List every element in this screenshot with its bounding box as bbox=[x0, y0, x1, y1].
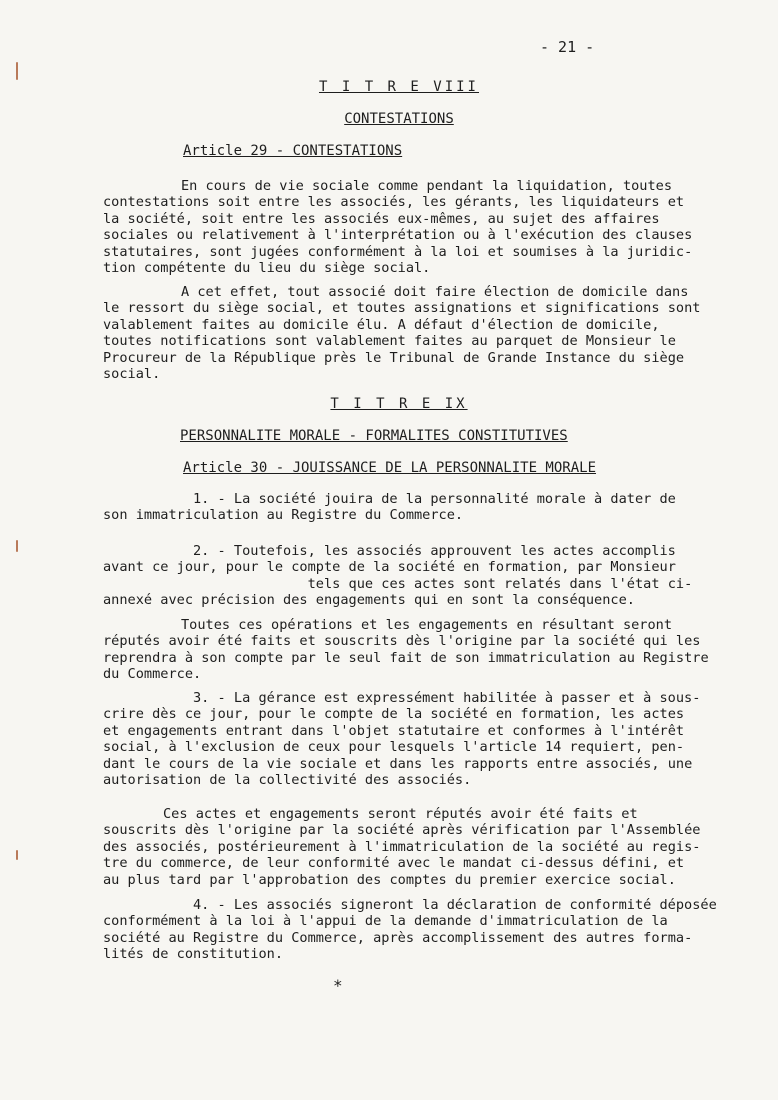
article-30-paragraph-5: Ces actes et engagements seront réputés avoir été faits et souscrits dès l'origine par la société après vérification par l'Assemblée des associés, postérieurement à l'immatriculation de la société au regis- tre du commerce, de leur conformité avec le mandat ci-dessus défini, et au plus tard par l'approbation des comptes du premier exercice social. bbox=[103, 806, 701, 888]
margin-mark bbox=[16, 62, 18, 80]
margin-mark bbox=[16, 540, 18, 552]
article-30-paragraph-1: 1. - La société jouira de la personnalité morale à dater de son immatriculation au Registre du Commerce. bbox=[103, 491, 676, 524]
article-29-paragraph-1: En cours de vie sociale comme pendant la liquidation, toutes contestations soit entre les associés, les gérants, les liquidateurs et la société, soit entre les associés eux-mêmes, au sujet des affaires sociales ou relativement à l'interprétation ou à l'exécution des clauses statutaires, sont jugées conformément à la loi et soumises à la juridic- tion compétente du lieu du siège social. bbox=[103, 178, 693, 277]
article-30-paragraph-6: 4. - Les associés signeront la déclaration de conformité déposée conformément à la loi à l'appui de la demande d'immatriculation de la société au Registre du Commerce, après accomplissement des autres forma- lités de constitution. bbox=[103, 897, 717, 963]
article-30-paragraph-4: 3. - La gérance est expressément habilitée à passer et à sous- crire dès ce jour, pour le compte de la société en formation, les actes et engagements entrant dans l'objet statutaire et conformes à l'intérêt social, à l'exclusion de ceux pour lesquels l'article 14 requiert, pen- dant le cours de la vie sociale et dans les rapports entre associés, une autorisation de la collectivité des associés. bbox=[103, 690, 701, 789]
article-30-title: Article 30 - JOUISSANCE DE LA PERSONNALITE MORALE bbox=[183, 460, 597, 476]
end-asterisk: * bbox=[333, 976, 343, 995]
contestations-heading: CONTESTATIONS bbox=[344, 111, 454, 127]
article-30-paragraph-3: Toutes ces opérations et les engagements en résultant seront réputés avoir été faits et souscrits dès l'origine par la société qui les reprendra à son compte par le seul fait de son immatriculation au Registre du Commerce. bbox=[103, 617, 709, 683]
page-number: - 21 - bbox=[540, 38, 595, 56]
personnalite-heading: PERSONNALITE MORALE - FORMALITES CONSTITUTIVES bbox=[180, 428, 568, 444]
titre-viii-heading: T I T R E VIII bbox=[318, 79, 479, 95]
article-29-paragraph-2: A cet effet, tout associé doit faire élection de domicile dans le ressort du siège social, et toutes assignations et significations sont valablement faites au domicile élu. A défaut d'élection de domicile, toutes notifications sont valablement faites au parquet de Monsieur le Procureur de la République près le Tribunal de Grande Instance du siège social. bbox=[103, 284, 701, 383]
titre-ix-heading: T I T R E IX bbox=[330, 396, 468, 412]
margin-mark bbox=[16, 850, 18, 860]
article-30-paragraph-2: 2. - Toutefois, les associés approuvent les actes accomplis avant ce jour, pour le compte de la société en formation, par Monsieur tels que ces actes sont relatés dans l'état ci- annexé avec précision des engagements qui en sont la conséquence. bbox=[103, 543, 693, 609]
article-29-title: Article 29 - CONTESTATIONS bbox=[183, 143, 403, 159]
